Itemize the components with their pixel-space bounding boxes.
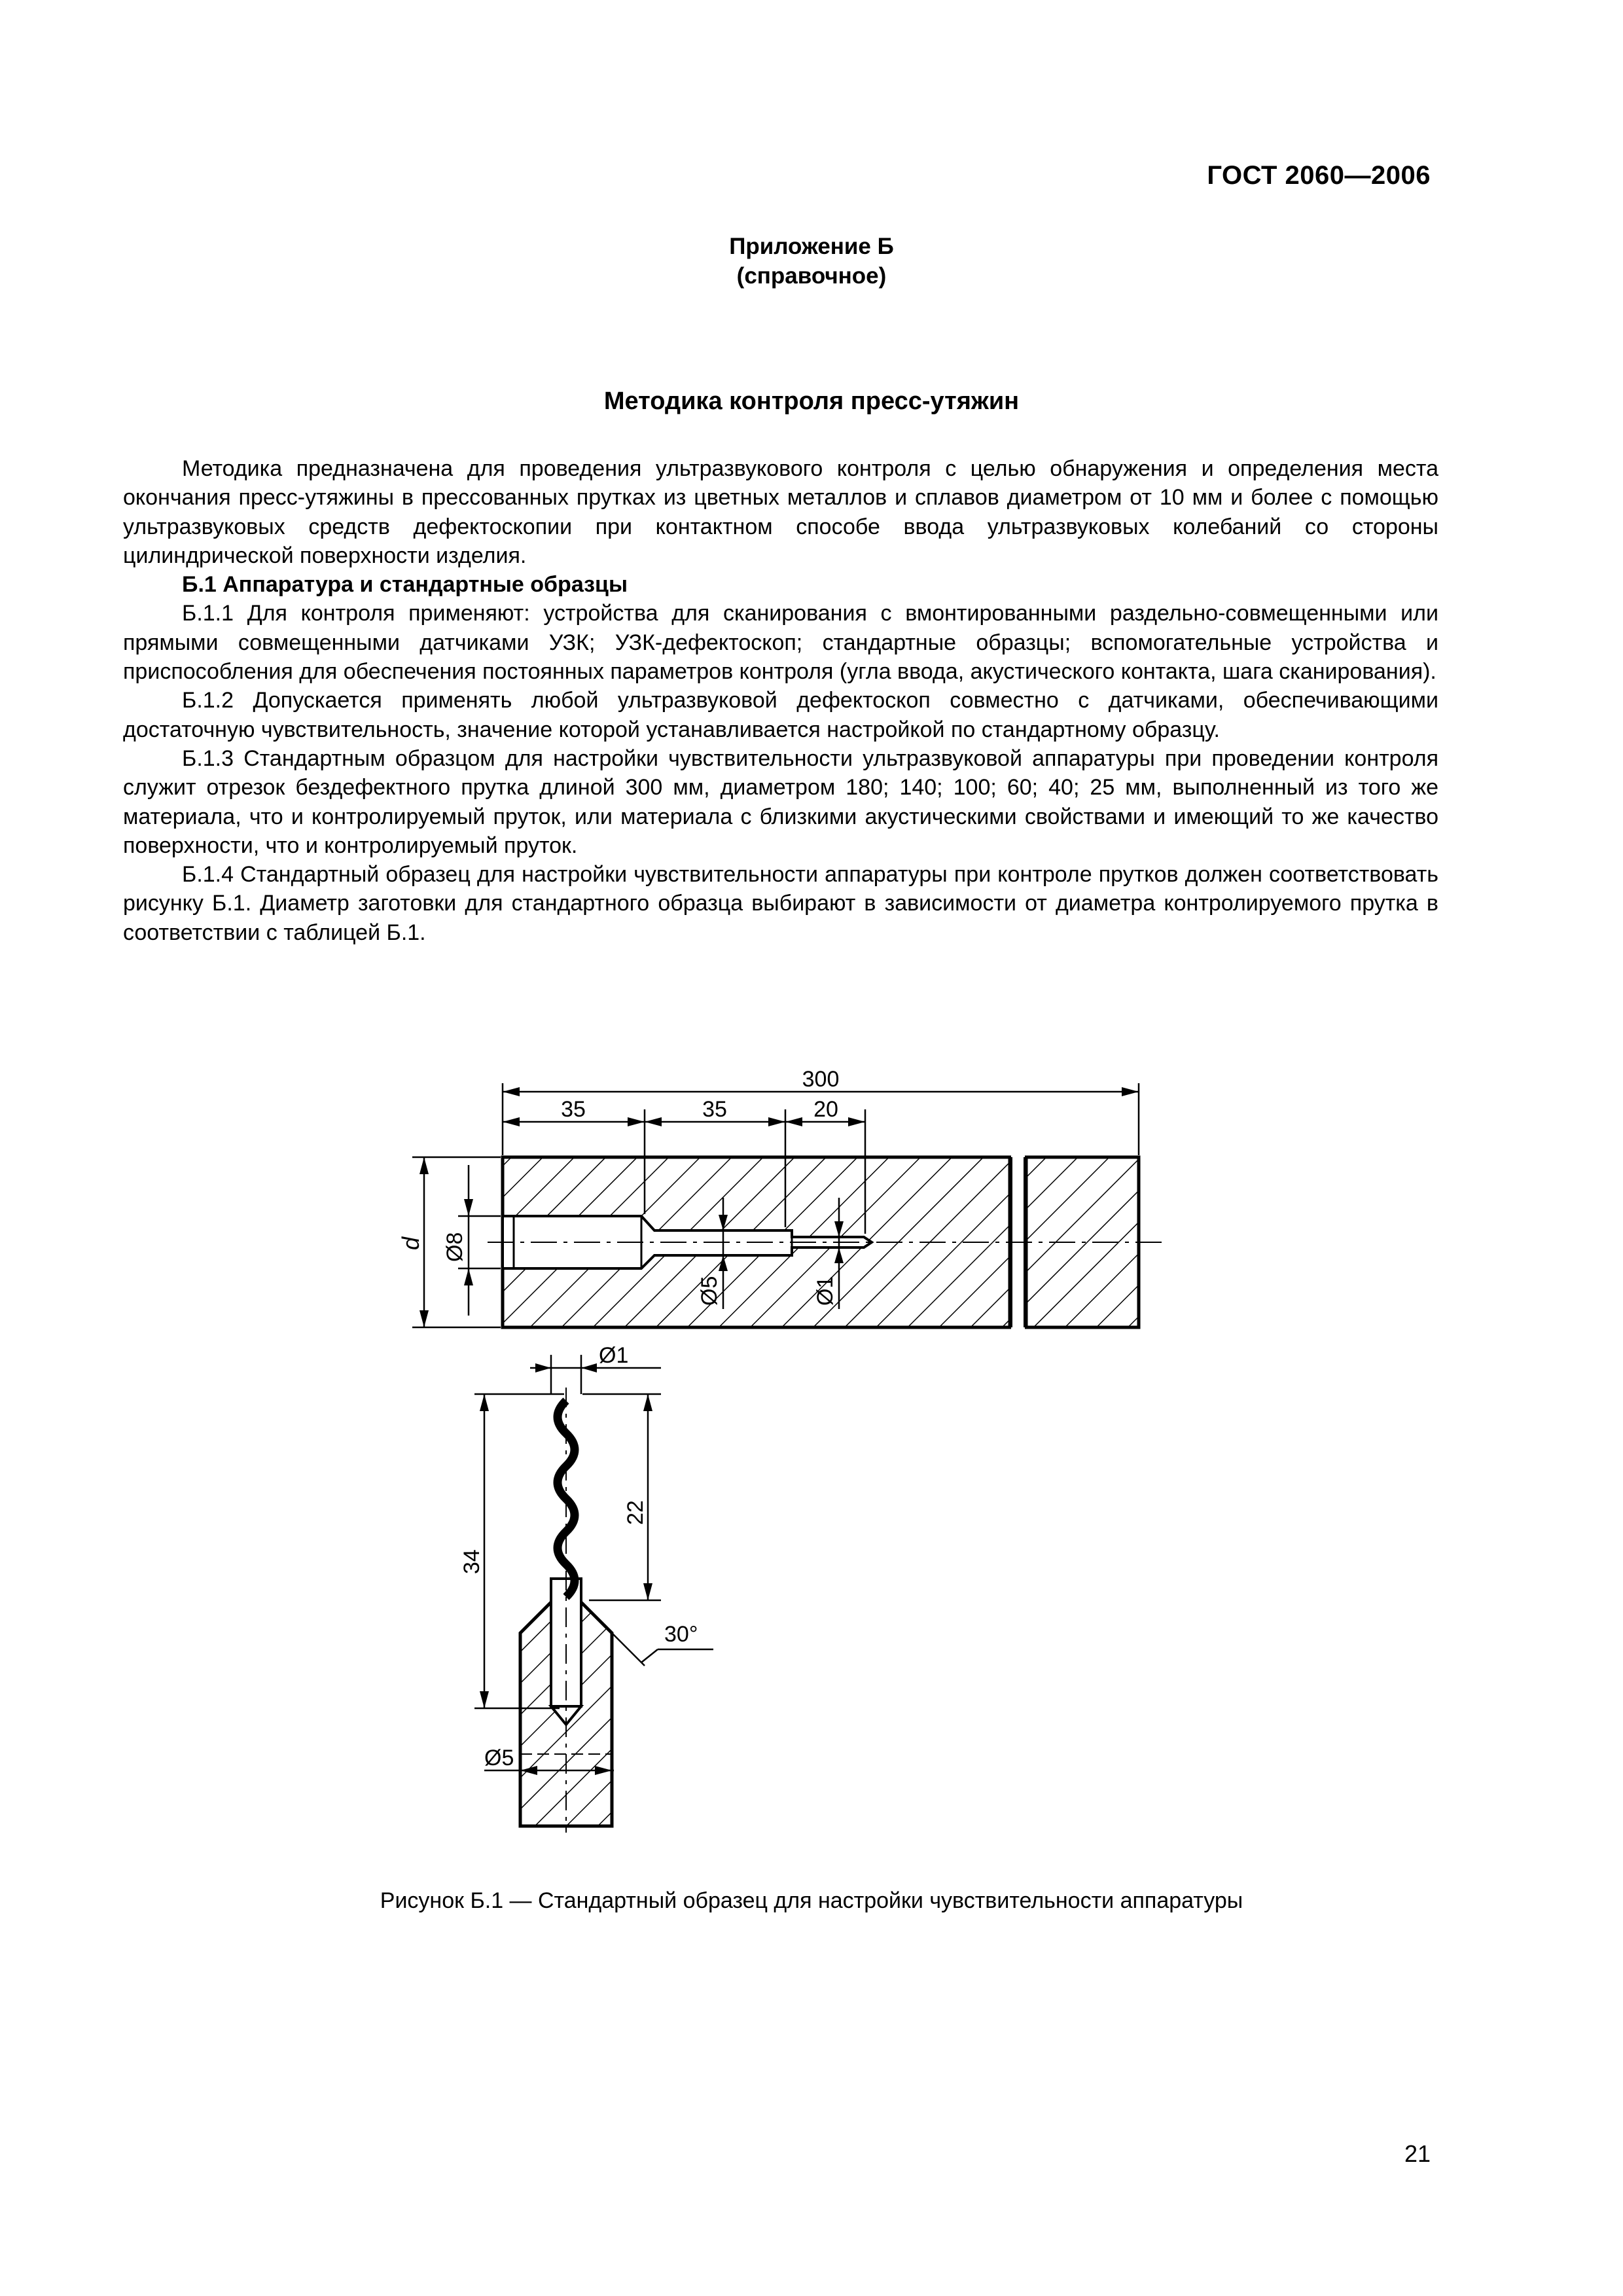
detail-dim-dia1: Ø1 [599,1343,629,1368]
dim-seg3: 20 [813,1097,838,1122]
dim-total: 300 [802,1067,840,1092]
page-title: Методика контроля пресс-утяжин [603,387,1020,415]
detail-dim-dia5: Ø5 [484,1746,514,1770]
paragraph-b12: Б.1.2 Допускается применять любой ультразвуковой дефектоскоп совместно с датчиками, обеспечивающими достаточную чувствительность, значение которой устанавливается настройкой по стандартному образцу. [123,688,1438,742]
detail-dim-34: 34 [459,1549,484,1574]
detail-view [520,1388,612,1833]
dim-dia8: Ø8 [442,1232,467,1262]
paragraph-b11: Б.1.1 Для контроля применяют: устройства для сканирования с вмонтированными раздельно-совмещенными или прямыми совмещенными датчиками УЗК; УЗК-дефектоскоп; стандартные образцы; вспомогательные устройства и приспособления для обеспечения постоянных параметров контроля (угла ввода, акустического контакта, шага сканирования). [123,601,1438,685]
dim-seg2: 35 [702,1097,727,1122]
paragraph-intro: Методика предназначена для проведения ультразвукового контроля с целью обнаружения и определения места окончания пресс-утяжины в прессованных прутках из цветных металлов и сплавов диаметром от 10 мм и более с помощью ультразвуковых средств дефектоскопии при контактном способе ввода ультразвуковых колебаний со стороны цилиндрической поверхности изделия. [123,456,1438,568]
dim-dia1: Ø1 [813,1276,838,1306]
paragraph-b14: Б.1.4 Стандартный образец для настройки чувствительности аппаратуры при контроле прутков должен соответствовать рисунку Б.1. Диаметр заготовки для стандартного образца выбирают в зависимости от диаметра контролируемого прутка в соответствии с таблицей Б.1. [123,862,1438,945]
page-number: 21 [1404,2140,1431,2167]
dim-d: d [397,1236,424,1250]
figure-caption: Рисунок Б.1 — Стандартный образец для настройки чувствительности аппаратуры [380,1888,1243,1913]
annex-kind: (справочное) [736,263,887,289]
detail-dim-22: 22 [623,1500,648,1525]
annex-label: Приложение Б [729,234,894,259]
dim-seg1: 35 [561,1097,586,1122]
figure-drawing [0,1034,1623,1885]
section-heading: Б.1 Аппаратура и стандартные образцы [182,572,628,598]
paragraph-b13: Б.1.3 Стандартным образцом для настройки чувствительности ультразвуковой аппаратуры при проведении контроля служит отрезок бездефектного прутка длиной 300 мм, диаметром 180; 140; 100; 60; 40; 25 мм, выполненный из того же материала, что и контролируемый пруток, или материала с близкими акустическими свойствами и имеющий то же качество поверхности, что и контролируемый пруток. [123,745,1438,858]
standard-number: ГОСТ 2060—2006 [1207,161,1431,190]
body-text [123,454,1438,947]
dim-dia5: Ø5 [697,1276,722,1306]
detail-dim-angle: 30° [664,1622,698,1647]
